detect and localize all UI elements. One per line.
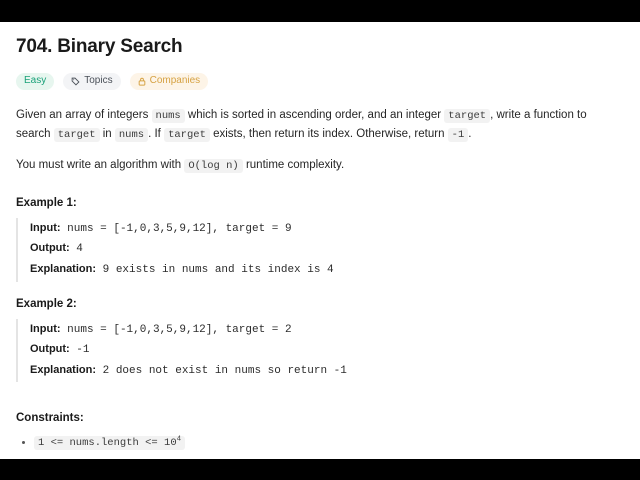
companies-button[interactable] <box>130 73 209 90</box>
spacer <box>16 175 624 197</box>
desc-text: You must write an algorithm with <box>16 158 185 171</box>
difficulty-badge[interactable] <box>16 73 54 90</box>
page-title: 704. Binary Search <box>16 36 183 57</box>
input-label: Input: <box>30 322 61 335</box>
topics-label: Topics <box>84 75 113 87</box>
constraints-list <box>16 433 624 453</box>
constraint-exponent: 4 <box>176 435 182 444</box>
problem-content <box>0 22 640 453</box>
example-1-block <box>16 218 624 282</box>
example-2-input <box>30 320 624 341</box>
example-2-block <box>16 319 624 383</box>
explanation-label: Explanation: <box>30 363 97 376</box>
example-1-output <box>30 239 624 260</box>
output-label: Output: <box>30 343 70 356</box>
code-complexity: O(log n) <box>184 159 242 173</box>
example-2-explanation <box>30 361 624 382</box>
description-paragraph-2 <box>16 156 624 175</box>
constraint-code <box>34 436 185 450</box>
desc-text: . If <box>148 127 165 140</box>
code-target: target <box>444 109 490 123</box>
tag-icon <box>71 77 80 86</box>
example-2-output <box>30 340 624 361</box>
code-minus-one: -1 <box>448 128 469 142</box>
input-value: nums = [-1,0,3,5,9,12], target = 9 <box>60 222 292 235</box>
code-target: target <box>164 128 210 142</box>
code-nums: nums <box>152 109 185 123</box>
explanation-label: Explanation: <box>30 262 97 275</box>
desc-text: which is sorted in ascending order, and an integer <box>184 108 445 121</box>
lock-icon <box>138 77 146 86</box>
output-value: -1 <box>69 344 90 357</box>
desc-text: exists, then return its index. Otherwise, return <box>209 127 448 140</box>
desc-text: , write a function to search <box>16 108 587 140</box>
problem-page <box>0 22 640 459</box>
desc-text: Given an array of integers <box>16 108 152 121</box>
desc-text: in <box>99 127 115 140</box>
example-2-heading: Example 2: <box>16 297 77 310</box>
input-label: Input: <box>30 221 61 234</box>
output-label: Output: <box>30 242 70 255</box>
difficulty-label: Easy <box>24 75 47 87</box>
constraints-heading: Constraints: <box>16 412 84 425</box>
code-nums: nums <box>115 128 148 142</box>
code-target: target <box>54 128 100 142</box>
topics-button[interactable] <box>63 73 120 90</box>
list-item <box>34 433 624 453</box>
example-1-explanation <box>30 260 624 281</box>
explanation-value: 9 exists in nums and its index is 4 <box>96 263 334 276</box>
input-value: nums = [-1,0,3,5,9,12], target = 2 <box>60 323 292 336</box>
description-paragraph-1 <box>16 106 624 144</box>
example-1-input <box>30 219 624 240</box>
companies-label: Companies <box>149 75 201 87</box>
spacer <box>16 398 624 412</box>
desc-text: runtime complexity. <box>242 158 345 171</box>
example-1-heading: Example 1: <box>16 196 77 209</box>
output-value: 4 <box>69 243 83 256</box>
tag-row <box>16 73 624 90</box>
explanation-value: 2 does not exist in nums so return -1 <box>96 364 347 377</box>
desc-text: . <box>468 127 472 140</box>
constraint-text: 1 <= nums.length <= 10 <box>38 437 177 450</box>
